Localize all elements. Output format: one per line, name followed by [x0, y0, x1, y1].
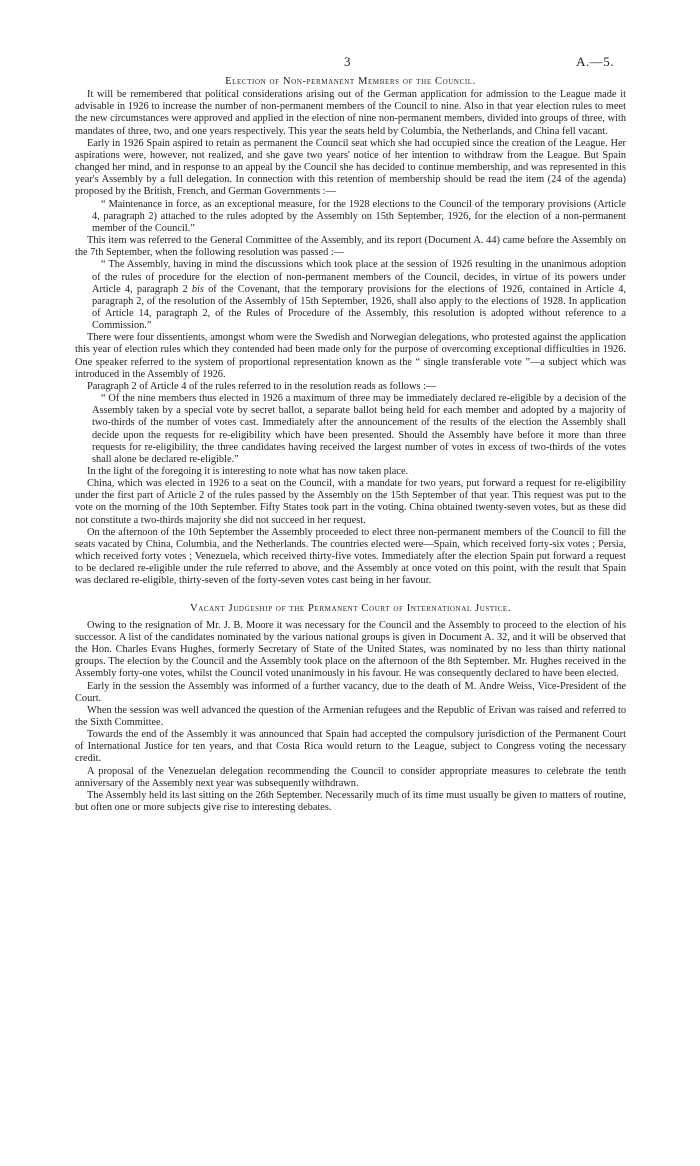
paragraph: Owing to the resignation of Mr. J. B. Moore it was necessary for the Council and the Assembly to proceed to the election of his successor. A list of the candidates nominated by the various national groups is given in Document A. 32, and it will be observed that the Hon. Charles Evans Hughes, formerly Secretary of State of the United States, was nominated by no less than thirty national groups. The election by the Council and the Assembly took place on the afternoon of the 8th September. Mr. Hughes received in the Assembly forty-one votes, whilst the Council voted unanimously in his favour. He was consequently declared to have been elected.: [75, 619, 626, 680]
quoted-rule: “ Of the nine members thus elected in 1926 a maximum of three may be immediately declared re-eligible by a decision of the Assembly taken by a special vote by secret ballot, a separate ballot being held for each member and adopted by a majority of two-thirds of the number of votes cast. Immediately after the announcement of the results of the election the Assembly shall decide upon the requests for re-eligibility which have been presented. Should the Assembly have before it more than three requests for re-eligibility, the three candidates having received the largest number of votes in excess of two-thirds of the votes shall alone be declared re-eligible.”: [92, 393, 626, 465]
paragraph: A proposal of the Venezuelan delegation recommending the Council to consider appropriate measures to celebrate the tenth anniversary of the Assembly next year was subsequently withdrawn.: [75, 765, 626, 789]
bis-italic: bis: [187, 283, 209, 295]
paper-reference: A.—5.: [576, 54, 614, 69]
paragraph: Early in the session the Assembly was informed of a further vacancy, due to the death of M. Andre Weiss, Vice-President of the Court.: [75, 680, 626, 704]
section-council-election: [75, 76, 626, 588]
paragraph: Paragraph 2 of Article 4 of the rules referred to in the resolution reads as follows :—: [87, 380, 437, 392]
quoted-item: “ Maintenance in force, as an exceptional measure, for the 1928 elections to the Council of the temporary provisions (Article 4, paragraph 2) attached to the rules adopted by the Assembly on 15th September, 1926, for the election of a non-permanent member of the Council.”: [92, 198, 626, 234]
paragraph: It will be remembered that political considerations arising out of the German application for admission to the League made it advisable in 1926 to increase the number of non-permanent members of the Council to nine. Also in that year election rules to meet the new circumstances were approved and applied in the election of nine non-permanent members, divided into groups of three, with mandates of three, two, and one years respectively. This year the seats held by Columbia, the Netherlands, and China fell vacant.: [75, 89, 626, 137]
page-header: [75, 56, 626, 76]
quoted-resolution: [92, 259, 626, 332]
resolution-text-part: “ The Assembly, having in mind the discussions which took place at the session of 1926 resulting in the unanimous adoption of the rules of procedure for the election of non-permanent members of the Council, decides, in virtue of its powers under Article 4, paragraph 2: [92, 259, 626, 295]
paragraph: The Assembly held its last sitting on the 26th September. Necessarily much of its time must usually be given to matters of routine, but often one or more subjects give rise to interesting debates.: [75, 789, 626, 814]
resolution-text-part: of the Covenant, that the temporary provisions for the elections of 1926, contained in Article 4, paragraph 2, of the resolution of the Assembly of 15th September, 1926, shall also apply to the elections of 1928. In application of Article 14, paragraph 2, of the Rules of Procedure of the Assembly, this resolution is adopted without reference to a Commission.”: [92, 283, 626, 332]
section-vacant-judgeship: [75, 603, 626, 815]
paragraph: Towards the end of the Assembly it was announced that Spain had accepted the compulsory jurisdiction of the Permanent Court of International Justice for ten years, and that Costa Rica would return to the League, subject to Congress voting the necessary credit.: [75, 729, 626, 765]
paragraph: China, which was elected in 1926 to a seat on the Council, with a mandate for two years, put forward a request for re-eligibility under the first part of Article 2 of the rules passed by the Assembly on the 15th September of that year. This request was put to the vote on the morning of the 10th September. Fifty States took part in the voting. China obtained twenty-seven votes, but as these did not constitute a two-thirds majority she did not succeed in her request.: [75, 478, 626, 526]
paragraph: On the afternoon of the 10th September the Assembly proceeded to elect three non-permanent members of the Council to fill the seats vacated by China, Columbia, and the Netherlands. The countries elected were—Spain, which received forty-six votes ; Persia, which received forty votes ; Venezuela, which received thirty-five votes. Immediately after the election Spain put forward a request to be declared re-eligible under the rule referred to above, and the Assembly at once voted on this point, with the result that Spain was declared re-eligible, thirty-seven of the forty-seven votes cast being in her favour.: [75, 526, 626, 587]
paragraph: When the session was well advanced the question of the Armenian refugees and the Republic of Erivan was raised and referred to the Sixth Committee.: [75, 704, 626, 728]
paragraph: There were four dissentients, amongst whom were the Swedish and Norwegian delegations, who protested against the application this year of election rules which they contended had been made only for the purpose of overcoming exceptional difficulties in 1926. One speaker referred to the system of proportional representation known as the “ single transferable vote ”—a subject which was introduced in the Assembly of 1926.: [75, 332, 626, 380]
section-heading: Election of Non-permanent Members of the Council.: [225, 76, 476, 87]
page-number: 3: [344, 54, 351, 69]
paragraph: In the light of the foregoing it is interesting to note what has now taken place.: [87, 466, 409, 477]
section-heading: Vacant Judgeship of the Permanent Court of International Justice.: [189, 602, 512, 614]
paragraph: Early in 1926 Spain aspired to retain as permanent the Council seat which she had occupied since the creation of the League. Her aspirations were, however, not realized, and she gave two years' notice of her intention to withdraw from the League. But Spain changed her mind, and in response to an appeal by the Council she has decided to continue membership, and was represented in this year's Assembly by a full delegation. In connection with this retention of membership should be read the item (24 of the agenda) proposed by the British, French, and German Governments :—: [75, 137, 626, 198]
paragraph: This item was referred to the General Committee of the Assembly, and its report (Document A. 44) came before the Assembly on the 7th September, when the following resolution was passed :—: [75, 235, 626, 259]
